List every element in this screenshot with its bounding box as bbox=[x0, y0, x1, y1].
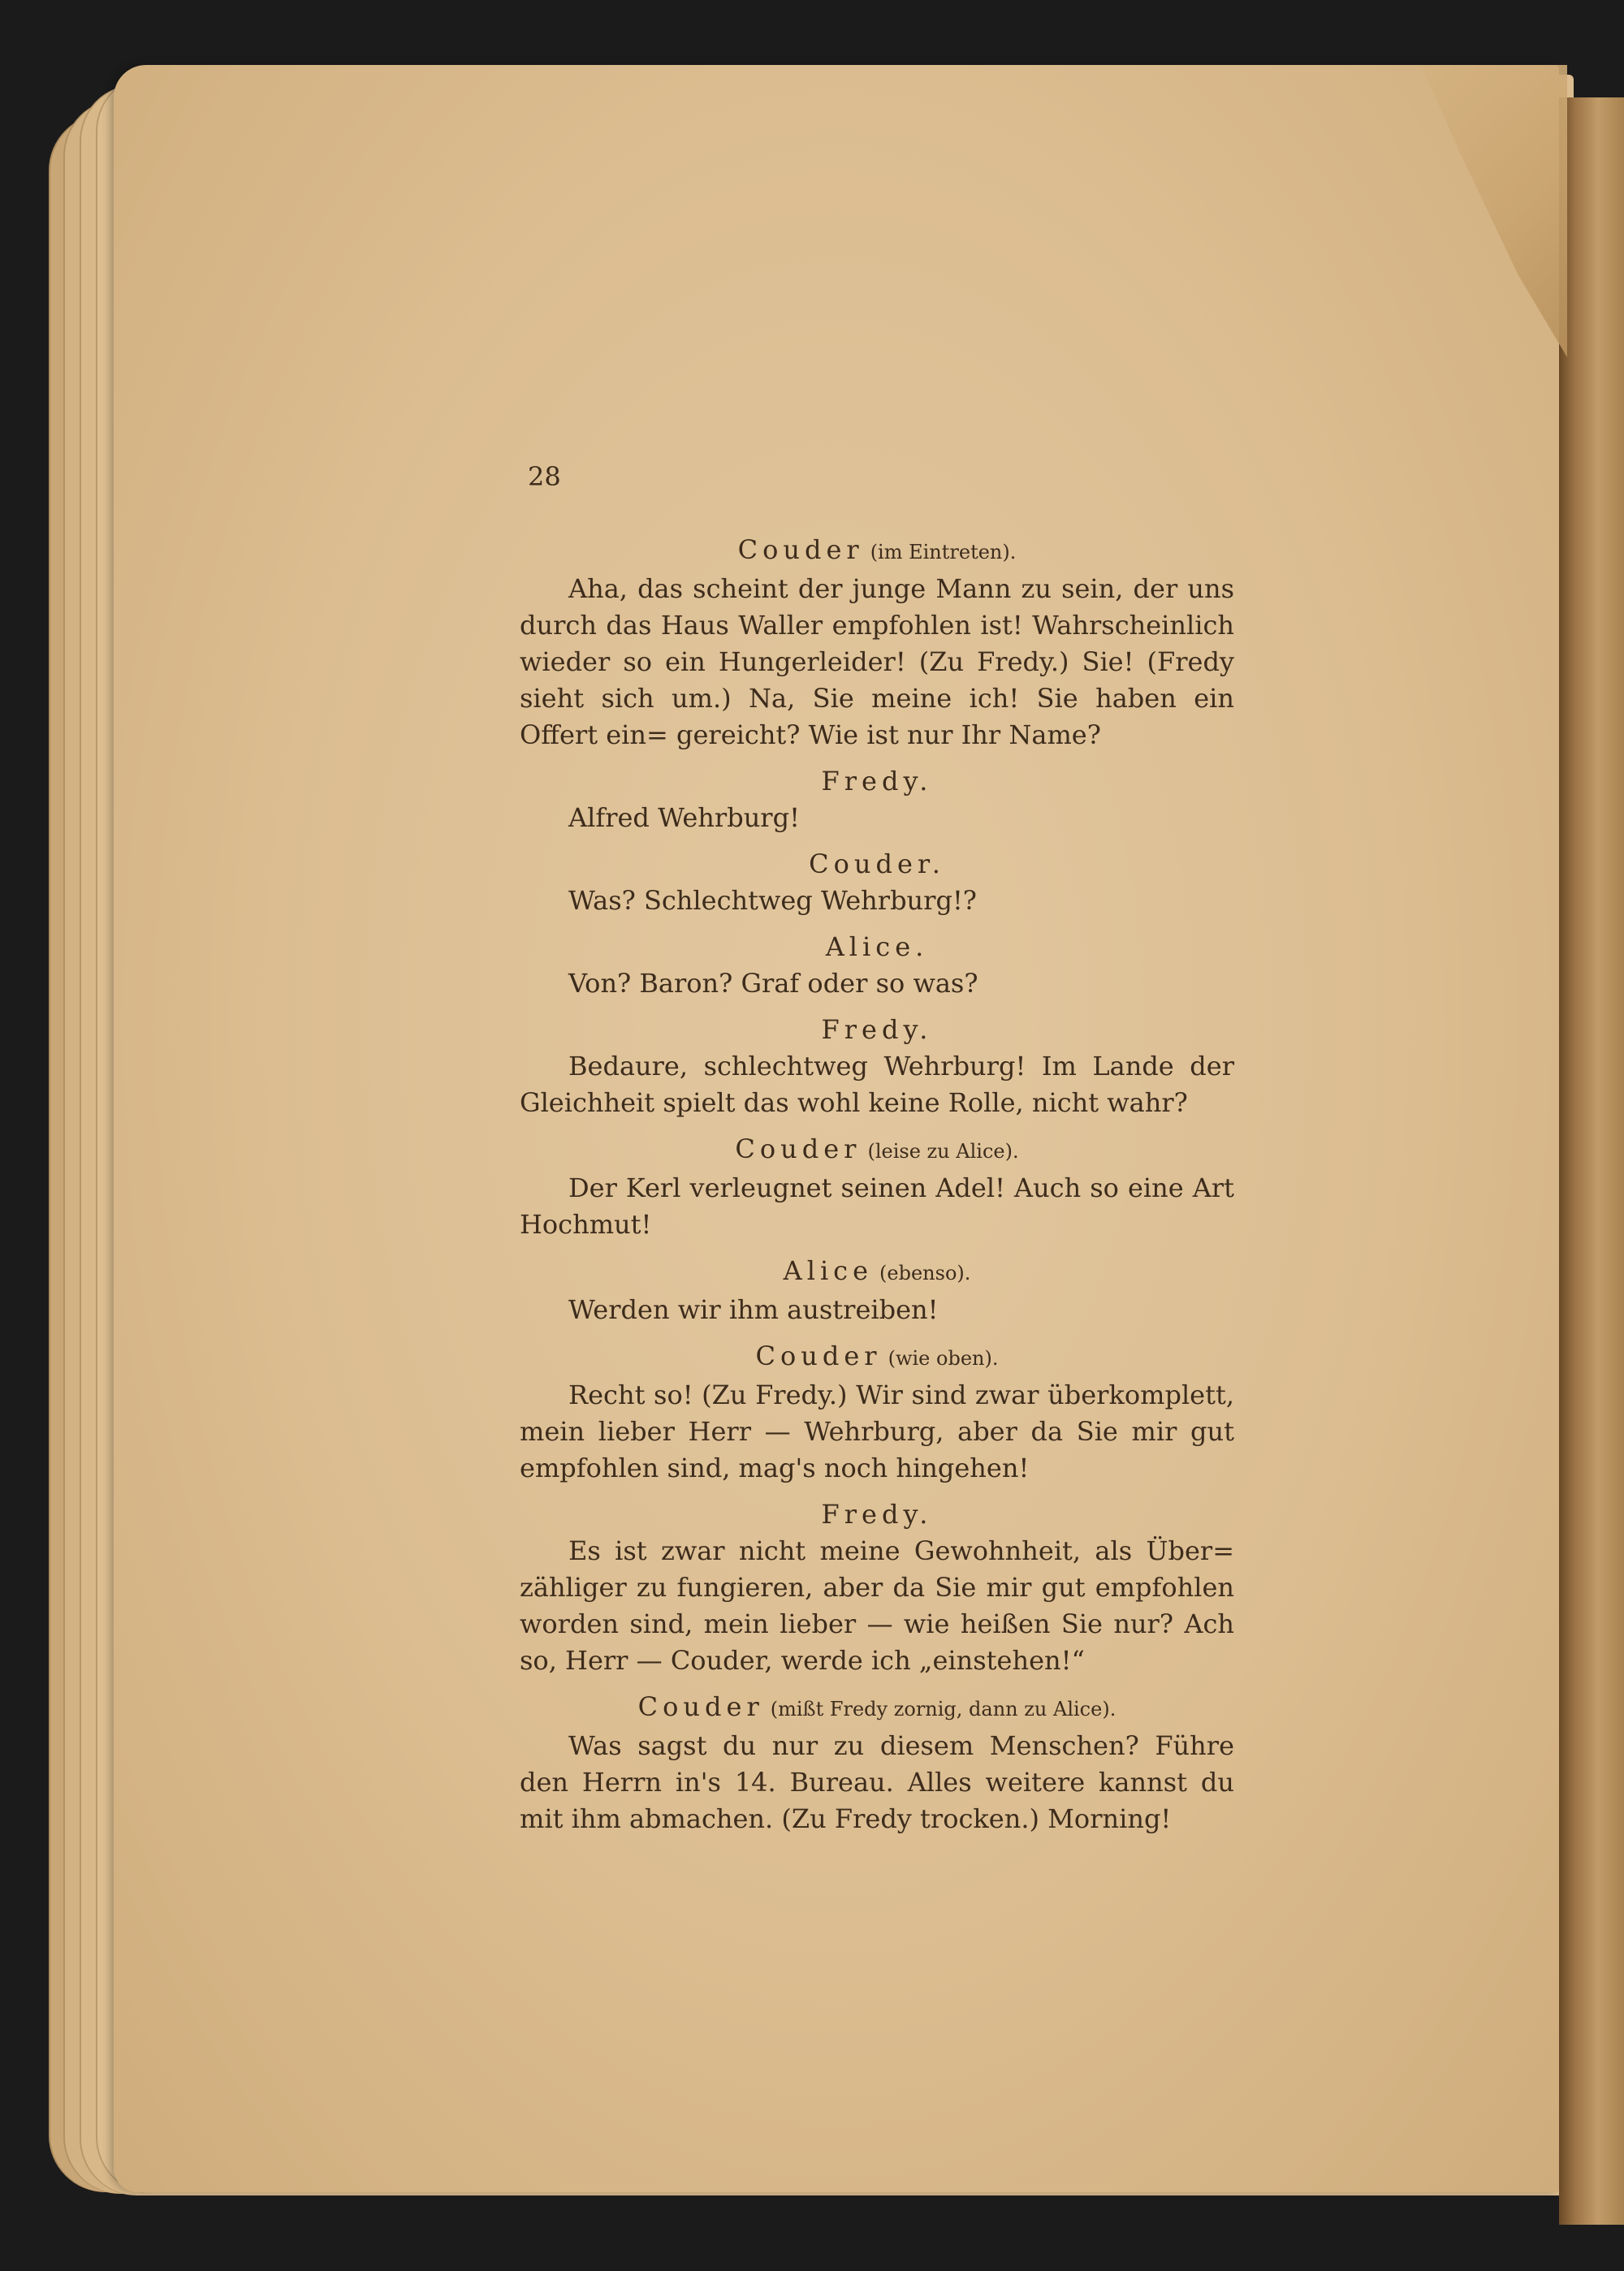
speech-text: Was? Schlechtweg Wehrburg!? bbox=[568, 885, 977, 916]
speech-text: Es ist zwar nicht meine Gewohnheit, als Über= zähliger zu fungieren, aber da Sie mir gut empfohlen worden sind, mein lieber — wie heißen Sie nur? Ach so, Herr — Couder, werde ich „einstehen!“ bbox=[520, 1535, 1234, 1676]
speaker-name: Couder bbox=[737, 534, 864, 565]
speaker-heading bbox=[520, 1131, 1234, 1170]
speech-text: Recht so! (Zu Fredy.) Wir sind zwar überkomplett, mein lieber Herr — Wehrburg, aber da Sie mir gut empfohlen sind, mag's noch hingehen! bbox=[520, 1379, 1234, 1483]
speech-text: Aha, das scheint der junge Mann zu sein, der uns durch das Haus Waller empfohlen ist! Wahrscheinlich wieder so ein Hungerleider! (Zu Fredy.) Sie! (Fredy sieht sich um.) Na, Sie meine ich! Sie haben ein Offert ein= gereicht? Wie ist nur Ihr Name? bbox=[520, 573, 1234, 750]
speaker-heading bbox=[520, 846, 1234, 883]
stage-direction: (im Eintreten). bbox=[870, 541, 1017, 563]
binding-gutter bbox=[1559, 97, 1624, 2225]
speech-text: Was sagst du nur zu diesem Menschen? Führe den Herrn in's 14. Bureau. Alles weitere kannst du mit ihm abmachen. (Zu Fredy trocken.) Morning! bbox=[520, 1730, 1234, 1834]
speaker-heading bbox=[520, 763, 1234, 800]
speaker-name: Fredy. bbox=[821, 766, 933, 797]
speaker-heading bbox=[520, 1253, 1234, 1292]
speaker-name: Couder. bbox=[809, 848, 945, 879]
speech-text: Bedaure, schlechtweg Wehrburg! Im Lande der Gleichheit spielt das wohl keine Rolle, nicht wahr? bbox=[520, 1051, 1234, 1118]
page-number: 28 bbox=[528, 461, 561, 492]
play-text bbox=[520, 532, 1234, 1847]
speaker-heading bbox=[520, 1689, 1234, 1728]
speech-text: Von? Baron? Graf oder so was? bbox=[568, 968, 978, 999]
speaker-heading bbox=[520, 1496, 1234, 1533]
speaker-heading bbox=[520, 929, 1234, 965]
speech-text: Der Kerl verleugnet seinen Adel! Auch so eine Art Hochmut! bbox=[520, 1172, 1234, 1240]
speaker-name: Fredy. bbox=[821, 1499, 933, 1530]
speaker-heading bbox=[520, 1012, 1234, 1048]
stage-direction: (ebenso). bbox=[879, 1262, 971, 1284]
stage-direction: (wie oben). bbox=[888, 1347, 999, 1370]
speech-text: Alfred Wehrburg! bbox=[568, 802, 800, 833]
stage-direction: (leise zu Alice). bbox=[867, 1140, 1019, 1163]
stage-direction: (mißt Fredy zornig, dann zu Alice). bbox=[770, 1698, 1116, 1721]
speaker-name: Couder bbox=[735, 1133, 862, 1164]
speaker-name: Alice bbox=[783, 1255, 874, 1286]
speech-text: Werden wir ihm austreiben! bbox=[568, 1294, 939, 1325]
speaker-heading bbox=[520, 532, 1234, 571]
speaker-name: Fredy. bbox=[821, 1014, 933, 1045]
speaker-name: Couder bbox=[755, 1341, 882, 1371]
speaker-heading bbox=[520, 1338, 1234, 1377]
speaker-name: Couder bbox=[637, 1691, 764, 1722]
speaker-name: Alice. bbox=[825, 931, 929, 962]
